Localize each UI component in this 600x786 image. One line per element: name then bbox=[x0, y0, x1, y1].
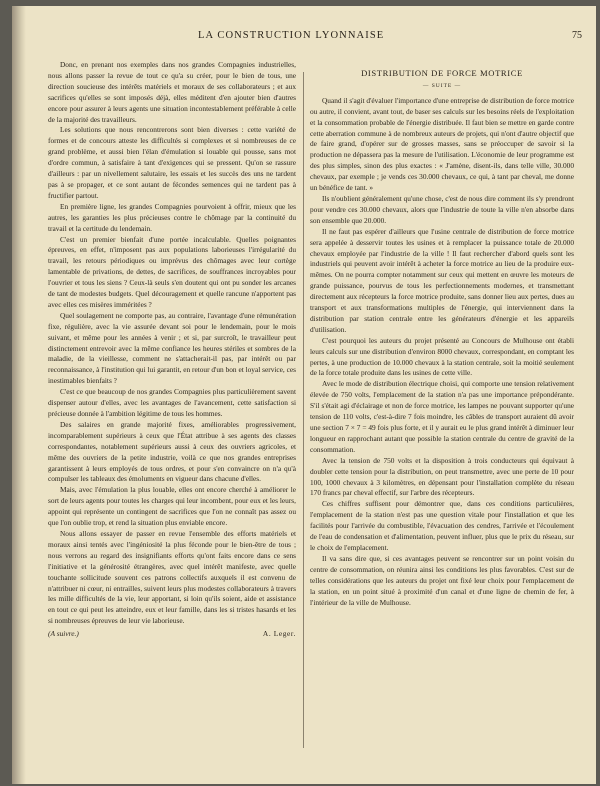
paragraph: Avec la tension de 750 volts et la disposition à trois conducteurs qui équivaut à doubler cette tension pour la distribution, on peut transmettre, avec une perte de 10 pour 100, 1000 chevaux à 3 kilomètres, en dépensant pour l'installation complète du réseau 170 francs par cheval effectif, sur l'arbre des récepteurs. bbox=[310, 455, 574, 498]
page-binding-shadow bbox=[12, 6, 26, 784]
paragraph: Ces chiffres suffisent pour démontrer que, dans ces conditions particulières, l'emplacement de la station n'est pas une question vitale pour l'installation et que les facilités pour l'arrivée du combustible, l'évacuation des cendres, l'arrivée et l'écoulement de l'eau de condensation et d'alimentation, peuvent influer, plus que le prix du réseau, sur le choix de l'emplacement. bbox=[310, 499, 574, 552]
right-column bbox=[310, 60, 574, 750]
paragraph: Quel soulagement ne comporte pas, au contraire, l'avantage d'une rémunération fixe, régulière, avec la vie assurée devant soi pour le lendemain, pour le mois suivant, et même pour les années à venir ; et si, par surcroît, le travailleur peut distinctement entrevoir avec la même confiance les heures stériles et sombres de la maladie, de la vieillesse, comment ne s'attacherait-il pas, par intérêt ou par reconnaissance, à l'institution qui lui garantit, en retour d'un bon et loyal service, ces inestimables bienfaits ? bbox=[48, 310, 296, 386]
paragraph: Quand il s'agit d'évaluer l'importance d'une entreprise de distribution de force motrice ou autre, il convient, avant tout, de baser ses calculs sur les besoins réels de l'exploitation et la consommation probable de l'énergie distribuée. Il faut bien se mettre en garde contre cette aberration commune à de nombreux auteurs de projets, qui n'ont d'autre objectif que de faire grand, d'opérer sur de grosses masses, sans se préoccuper de savoir si la production ne dépassera pas la mesure de l'utilisation. L'économie de leur programme est des plus simples, sinon des plus exactes : « J'amène, disent-ils, dans telle ville, 30.000 chevaux, par exemple ; je vends ces 30.000 chevaux, ce qui, à tant par cheval, me donne un bénéfice de tant. » bbox=[310, 95, 574, 193]
left-column bbox=[48, 60, 296, 750]
paragraph: Nous allons essayer de passer en revue l'ensemble des efforts matériels et moraux ainsi tentés avec l'ingéniosité la plus féconde pour le bien-être de tous ; nous verrons au regard des insignifiants efforts qu'ont faits encore dans ce sens l'initiative et la générosité étrangères, avec quel intérêt manifeste, avec quelle touchante sollicitude souvent ces patrons collectifs auxquels il est convenu de n'attribuer ni cœur, ni entrailles, suivent leurs plus modestes collaborateurs à travers les mille difficultés de la vie, leur apportant, si loin qu'ils soient, aide et assistance en tout ce qui peut les atteindre, eux et leur famille, dans les si tristes hasards et les si nombreuses épreuves de leur vie laborieuse. bbox=[48, 528, 296, 626]
article-title: DISTRIBUTION DE FORCE MOTRICE bbox=[361, 68, 523, 78]
journal-page bbox=[12, 6, 596, 784]
paragraph: C'est pourquoi les auteurs du projet présenté au Concours de Mulhouse ont établi leurs calculs sur une distribution d'environ 8000 chevaux, correspondant, en comptant les pertes, à une production de 10.000 chevaux à la station centrale, soit la moitié seulement de la force totale produite dans les usines de cette ville. bbox=[310, 335, 574, 378]
page-number: 75 bbox=[572, 30, 582, 41]
paragraph: Donc, en prenant nos exemples dans nos grandes Compagnies industrielles, nous allons passer la revue de tout ce qu'a su créer, pour le bien de tous, une direction soucieuse des intérêts matériels et moraux de ses collaborateurs ; et aux sacrifices qu'elles se sont imposés déjà, elles méditent d'en ajouter bien d'autres encore pour assurer à leurs agents une situation incontestablement préférable à celle de la majorité des travailleurs. bbox=[48, 60, 296, 124]
paragraph: C'est ce que beaucoup de nos grandes Compagnies plus particulièrement savent dispenser autour d'elles, avec les avantages de l'avancement, cette satisfaction si précieuse donnée à l'ambition légitime de tous les hommes. bbox=[48, 387, 296, 418]
author-signature: A. Leger. bbox=[262, 629, 296, 639]
paragraph: En première ligne, les grandes Compagnies pourvoient à offrir, mieux que les autres, les garanties les plus précieuses contre le chômage par la continuité du travail et la certitude du lendemain. bbox=[48, 201, 296, 233]
paragraph: Il ne faut pas espérer d'ailleurs que l'usine centrale de distribution de force motrice sera appelée à desservir toutes les usines et à remplacer la puissance totale de 20.000 chevaux employée par l'industrie de la ville ! Il faut rechercher d'abord quels sont les industriels qui peuvent avoir intérêt à acheter la force motrice au lieu de la produire eux-mêmes. On ne pourra compter notamment sur ceux qui mettent en œuvre les moteurs de grande puissance, pourvus de tous les perfectionnements modernes, et transmettant directement aux récepteurs la force motrice produite, sans donner lieu aux pertes, dues au transport et aux transformations multiples de l'énergie, qui interviennent dans la distribution par station centrale entre les générateurs d'énergie et les appareils d'utilisation. bbox=[310, 226, 574, 334]
paragraph: Mais, avec l'émulation la plus louable, elles ont encore cherché à améliorer le sort de leurs agents pour toutes les charges qui leur incombent, pour eux et les leurs, appoint qui représente un contingent de sacrifices que l'on ne connaît pas assez ou que l'on oublie trop, et rend la situation plus enviable encore. bbox=[48, 485, 296, 528]
article-signoff bbox=[48, 629, 296, 640]
running-title: LA CONSTRUCTION LYONNAISE bbox=[198, 30, 385, 41]
paragraph: Ils n'oublient généralement qu'une chose, c'est de nous dire comment ils s'y prendront pour vendre ces 30.000 chevaux, alors que l'industrie de toute la ville n'en absorbe dans son ensemble que 20.000. bbox=[310, 193, 574, 225]
paragraph: Les solutions que nous rencontrerons sont bien diverses : cette variété de formes et de concours atteste les difficultés si complexes et si nombreuses de ce grand problème, et aussi bien l'élan d'émulation si louable qui pousse, sans mot d'ordre commun, à satisfaire à tant d'exigences qui se pressent. Qu'on se rassure d'ailleurs : par un nivellement salutaire, les essais et les succès des uns ne tardent pas à se propager, et ce sont autant de fécondes semences qui ne tardent pas à fructifier partout. bbox=[48, 125, 296, 200]
paragraph: C'est un premier bienfait d'une portée incalculable. Quelles poignantes épreuves, en effet, n'imposent pas aux populations laborieuses l'irrégularité du travail, les retours périodiques ou imprévus des chômages avec leur cortège lamentable de privations, de dettes, de sacrifices, de souffrances incroyables pour l'ouvrier et tous les siens ? Ceux-là seuls s'en doutent qui ont pu sonder les arcanes de tant de modestes budgets. Quel découragement et quelle rancune n'apportent pas avec elles ces misères imméritées ? bbox=[48, 234, 296, 309]
continuation-note: (A suivre.) bbox=[48, 629, 79, 639]
paragraph: Des salaires en grande majorité fixes, améliorables progressivement, incomparablement supérieurs à ceux que l'État attribue à ses agents des classes correspondantes, notablement supérieurs aussi à ceux des ouvriers agricoles, et même des ouvriers de la petite industrie, voilà ce que nos grandes entreprises garantissent à leurs employés de tous ordres, et pour s'en convaincre on n'a qu'à compulser les tableaux des émoluments en vigueur dans chacune d'elles. bbox=[48, 419, 296, 484]
paragraph: Il va sans dire que, si ces avantages peuvent se rencontrer sur un point voisin du centre de consommation, on réunira ainsi les conditions les plus favorables. C'est sur de telles considérations que les auteurs du projet ont fixé leur choix pour l'emplacement de la station, en un point situé à proximité d'un canal et d'une ligne de chemin de fer, à l'intérieur de la ville de Mulhouse. bbox=[310, 553, 574, 607]
column-divider bbox=[303, 72, 304, 748]
article-subtitle: — SUITE — bbox=[422, 82, 462, 89]
paragraph: Avec le mode de distribution électrique choisi, qui comporte une tension relativement élevée de 750 volts, l'emplacement de la station n'a pas une importance prépondérante. S'il s'était agi d'éclairage et non de force motrice, les lampes ne pouvant supporter qu'une tension de 110 volts, c'est-à-dire 7 fois moindre, les câbles de transport auraient dû avoir une section 7 × 7 = 49 fois plus forte, et il y aurait eu le plus grand intérêt à diminuer leur longueur en rapprochant autant que possible la station centrale du centre de gravité de la consommation. bbox=[310, 379, 574, 454]
